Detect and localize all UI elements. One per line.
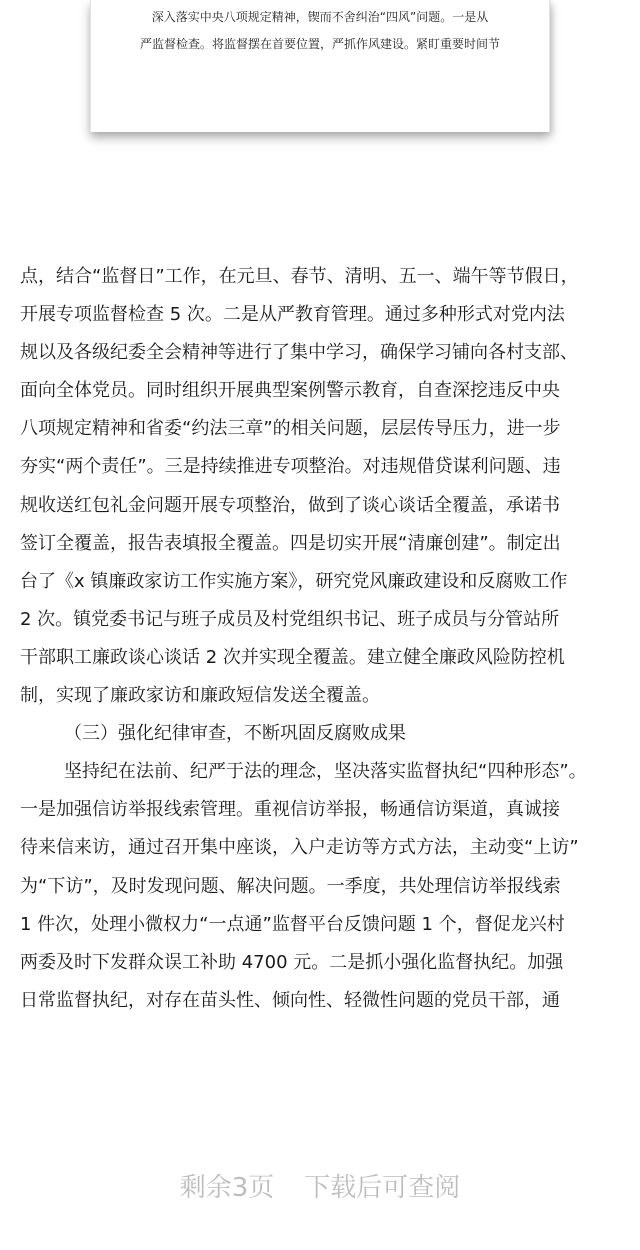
body-line: 面向全体党员。同时组织开展典型案例警示教育，自查深挖违反中央: [20, 380, 560, 402]
body-line: 坚持纪在法前、纪严于法的理念，坚决落实监督执纪“四种形态”。: [64, 761, 587, 783]
body-line: 两委及时下发群众误工补助 4700 元。二是抓小强化监督执纪。加强: [20, 951, 564, 973]
body-line: 夯实“两个责任”。三是持续推进专项整治。对违规借贷谋利问题、违: [20, 456, 561, 478]
download-hint-label: 下载后可查阅: [304, 1173, 461, 1203]
preview-line: 深入落实中央八项规定精神，锲而不舍纠治“四风”问题。一是从: [151, 10, 489, 24]
body-line: 规以及各级纪委全会精神等进行了集中学习，确保学习铺向各村支部、: [20, 342, 578, 364]
body-line: 开展专项监督检查 5 次。二是从严教育管理。通过多种形式对党内法: [20, 304, 565, 326]
body-line: 台了《x 镇廉政家访工作实施方案》，研究党风廉政建设和反腐败工作: [20, 570, 568, 592]
remaining-pages-label: 剩余3页: [179, 1173, 275, 1203]
preview-page-card: [90, 0, 550, 132]
body-line: 待来信来访，通过召开集中座谈，入户走访等方式方法，主动变“上访”: [20, 837, 579, 859]
body-line: 1 件次，处理小微权力“一点通”监督平台反馈问题 1 个，督促龙兴村: [20, 913, 565, 935]
section-heading: （三）强化纪律审查，不断巩固反腐败成果: [64, 723, 406, 745]
body-line: 点，结合“监督日”工作，在元旦、春节、清明、五一、端午等节假日，: [20, 266, 579, 287]
body-line: 干部职工廉政谈心谈话 2 次并实现全覆盖。建立健全廉政风险防控机: [20, 646, 565, 668]
document-body: [20, 258, 630, 1020]
download-prompt[interactable]: [0, 1168, 640, 1208]
body-line: 日常监督执纪，对存在苗头性、倾向性、轻微性问题的党员干部，通: [20, 989, 560, 1011]
body-line: 规收送红包礼金问题开展专项整治，做到了谈心谈话全覆盖，承诺书: [20, 494, 560, 516]
body-line: 为“下访”，及时发现问题、解决问题。一季度，共处理信访举报线索: [20, 875, 561, 897]
preview-line: 严监督检查。将监督摆在首要位置，严抓作风建设。紧盯重要时间节: [139, 37, 500, 51]
body-line: 制，实现了廉政家访和廉政短信发送全覆盖。: [20, 685, 380, 707]
body-line: 八项规定精神和省委“约法三章”的相关问题，层层传导压力，进一步: [20, 418, 561, 440]
body-line: 一是加强信访举报线索管理。重视信访举报，畅通信访渠道，真诚接: [20, 799, 560, 821]
body-line: 2 次。镇党委书记与班子成员及村党组织书记、班子成员与分管站所: [20, 608, 560, 630]
body-line: 签订全覆盖，报告表填报全覆盖。四是切实开展“清廉创建”。制定出: [20, 532, 561, 554]
